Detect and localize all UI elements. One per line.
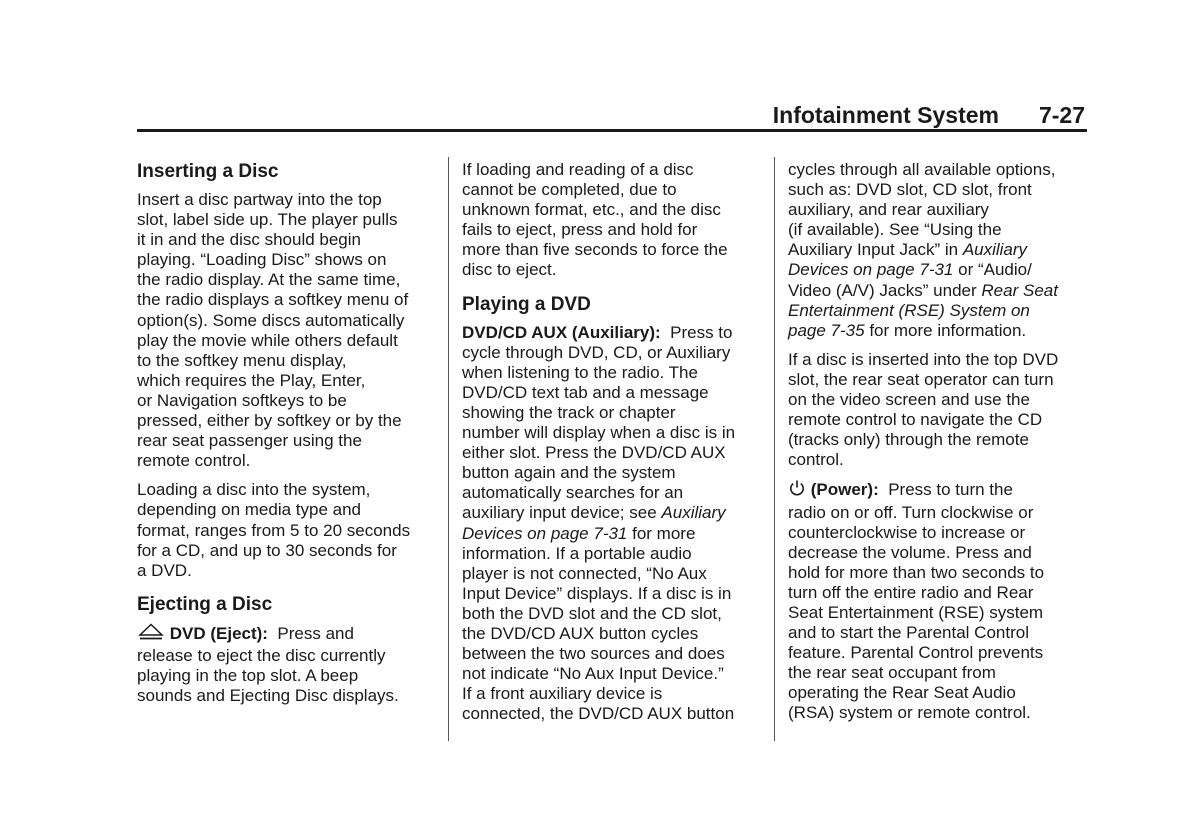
cross-reference: Entertainment (RSE) System on	[788, 300, 1030, 320]
power-icon	[788, 479, 806, 502]
text-line: cannot be completed, due to	[462, 180, 677, 200]
text-line: remote control.	[137, 451, 251, 471]
text-line: format, ranges from 5 to 20 seconds	[137, 520, 411, 540]
heading-inserting-a-disc: Inserting a Disc	[137, 161, 279, 182]
aux-label: DVD/CD AUX (Auxiliary):	[462, 322, 661, 342]
text-line: showing the track or chapter	[462, 402, 676, 422]
text-line: (RSA) system or remote control.	[788, 703, 1031, 723]
text-line: pressed, either by softkey or by the	[137, 411, 402, 431]
text-line: which requires the Play, Enter,	[137, 370, 366, 390]
text-line: between the two sources and does	[462, 644, 725, 664]
text-line: slot, label side up. The player pulls	[137, 210, 398, 230]
text-line: both the DVD slot and the CD slot,	[462, 603, 722, 623]
text-line: or Navigation softkeys to be	[137, 390, 347, 410]
column-1	[137, 160, 437, 715]
text-line: decrease the volume. Press and	[788, 542, 1032, 562]
text-line: feature. Parental Control prevents	[788, 643, 1044, 663]
text-line: such as: DVD slot, CD slot, front	[788, 180, 1032, 200]
column-2	[462, 160, 764, 733]
text-line: remote control to navigate the CD	[788, 410, 1043, 430]
text-line: fails to eject, press and hold for	[462, 220, 698, 240]
text-line: sounds and Ejecting Disc displays.	[137, 686, 399, 706]
text-line: Video (A/V) Jacks” under	[788, 280, 977, 300]
text-line: Auxiliary Input Jack” in	[788, 240, 959, 260]
text-line: disc to eject.	[462, 260, 557, 280]
text-line: either slot. Press the DVD/CD AUX	[462, 443, 726, 463]
eject-label: DVD (Eject):	[169, 623, 268, 643]
paragraph-dvd-cd-aux	[462, 323, 764, 725]
paragraph-inserting	[137, 190, 437, 471]
text-line: automatically searches for an	[462, 483, 684, 503]
eject-icon	[137, 623, 165, 646]
text-line: Press to	[670, 322, 733, 342]
text-line: Insert a disc partway into the top	[137, 190, 382, 209]
cross-reference: page 7-35	[788, 320, 865, 340]
text-line: playing. “Loading Disc” shows on	[137, 250, 387, 270]
text-line: control.	[788, 450, 844, 470]
header-rule	[137, 129, 1087, 132]
text-line: slot, the rear seat operator can turn	[788, 369, 1054, 389]
text-line: rear seat passenger using the	[137, 431, 362, 451]
text-line: more than five seconds to force the	[462, 240, 728, 260]
text-line: cycle through DVD, CD, or Auxiliary	[462, 342, 731, 362]
text-line: number will display when a disc is in	[462, 423, 736, 443]
text-line: hold for more than two seconds to	[788, 562, 1045, 582]
page-number: 7-27	[1038, 102, 1085, 128]
text-line: it in and the disc should begin	[137, 230, 361, 250]
cross-reference: Auxiliary	[962, 240, 1028, 260]
text-line: the radio display. At the same time,	[137, 270, 401, 290]
text-line: play the movie while others default	[137, 330, 398, 350]
heading-ejecting-a-disc: Ejecting a Disc	[137, 593, 273, 615]
paragraph-eject	[137, 623, 437, 706]
text-line: for more	[632, 523, 696, 543]
text-line: information. If a portable audio	[462, 543, 692, 563]
text-line: DVD/CD text tab and a message	[462, 382, 709, 402]
text-line: the rear seat occupant from	[788, 663, 996, 683]
text-line: to the softkey menu display,	[137, 350, 347, 370]
text-line: and to start the Parental Control	[788, 623, 1029, 643]
text-line: operating the Rear Seat Audio	[788, 683, 1016, 703]
paragraph-rear-seat-operator	[788, 350, 1088, 471]
section-title: Infotainment System	[772, 102, 999, 128]
text-line: Input Device” displays. If a disc is in	[462, 583, 732, 603]
text-line: unknown format, etc., and the disc	[462, 200, 721, 220]
cross-reference: Devices on page 7-31	[462, 523, 628, 543]
text-line: auxiliary input device; see	[462, 503, 657, 523]
paragraph-loading-time	[137, 480, 437, 580]
text-line: (if available). See “Using the	[788, 220, 1002, 240]
text-line: If loading and reading of a disc	[462, 160, 694, 179]
text-line: depending on media type and	[137, 500, 362, 520]
column-divider-1	[448, 157, 449, 741]
text-line: Press and	[277, 623, 354, 643]
text-line: Seat Entertainment (RSE) system	[788, 602, 1044, 622]
text-line: for more information.	[869, 320, 1027, 340]
column-3	[788, 160, 1088, 733]
text-line: radio on or off. Turn clockwise or	[788, 502, 1034, 522]
text-line: If a front auxiliary device is	[462, 684, 663, 704]
paragraph-aux-cycles	[788, 160, 1088, 341]
cross-reference: Rear Seat	[981, 280, 1058, 300]
heading-playing-a-dvd: Playing a DVD	[462, 293, 591, 315]
text-line: a DVD.	[137, 560, 192, 580]
text-line: when listening to the radio. The	[462, 362, 698, 382]
text-line: Press to turn the	[888, 480, 1013, 500]
text-line: cycles through all available options,	[788, 160, 1056, 179]
column-divider-2	[774, 157, 775, 741]
text-line: (tracks only) through the remote	[788, 430, 1029, 450]
text-line: the radio displays a softkey menu of	[137, 290, 409, 310]
text-line: on the video screen and use the	[788, 390, 1030, 410]
text-line: If a disc is inserted into the top DVD	[788, 349, 1059, 369]
text-line: or “Audio/	[958, 260, 1032, 280]
text-line: counterclockwise to increase or	[788, 522, 1026, 542]
text-line: auxiliary, and rear auxiliary	[788, 200, 989, 220]
text-line: Loading a disc into the system,	[137, 480, 371, 500]
text-line: playing in the top slot. A beep	[137, 665, 359, 685]
text-line: player is not connected, “No Aux	[462, 563, 707, 583]
cross-reference: Devices on page 7-31	[788, 260, 954, 280]
cross-reference: Auxiliary	[661, 503, 726, 523]
paragraph-power	[788, 479, 1088, 723]
text-line: connected, the DVD/CD AUX button	[462, 704, 735, 724]
paragraph-force-eject	[462, 160, 764, 281]
text-line: button again and the system	[462, 463, 676, 483]
page-header	[137, 101, 1087, 129]
text-line: for a CD, and up to 30 seconds for	[137, 540, 397, 560]
power-label: (Power):	[810, 480, 879, 500]
text-line: not indicate “No Aux Input Device.”	[462, 664, 724, 684]
text-line: option(s). Some discs automatically	[137, 310, 405, 330]
text-line: the DVD/CD AUX button cycles	[462, 623, 699, 643]
text-line: turn off the entire radio and Rear	[788, 582, 1034, 602]
text-line: release to eject the disc currently	[137, 645, 386, 665]
